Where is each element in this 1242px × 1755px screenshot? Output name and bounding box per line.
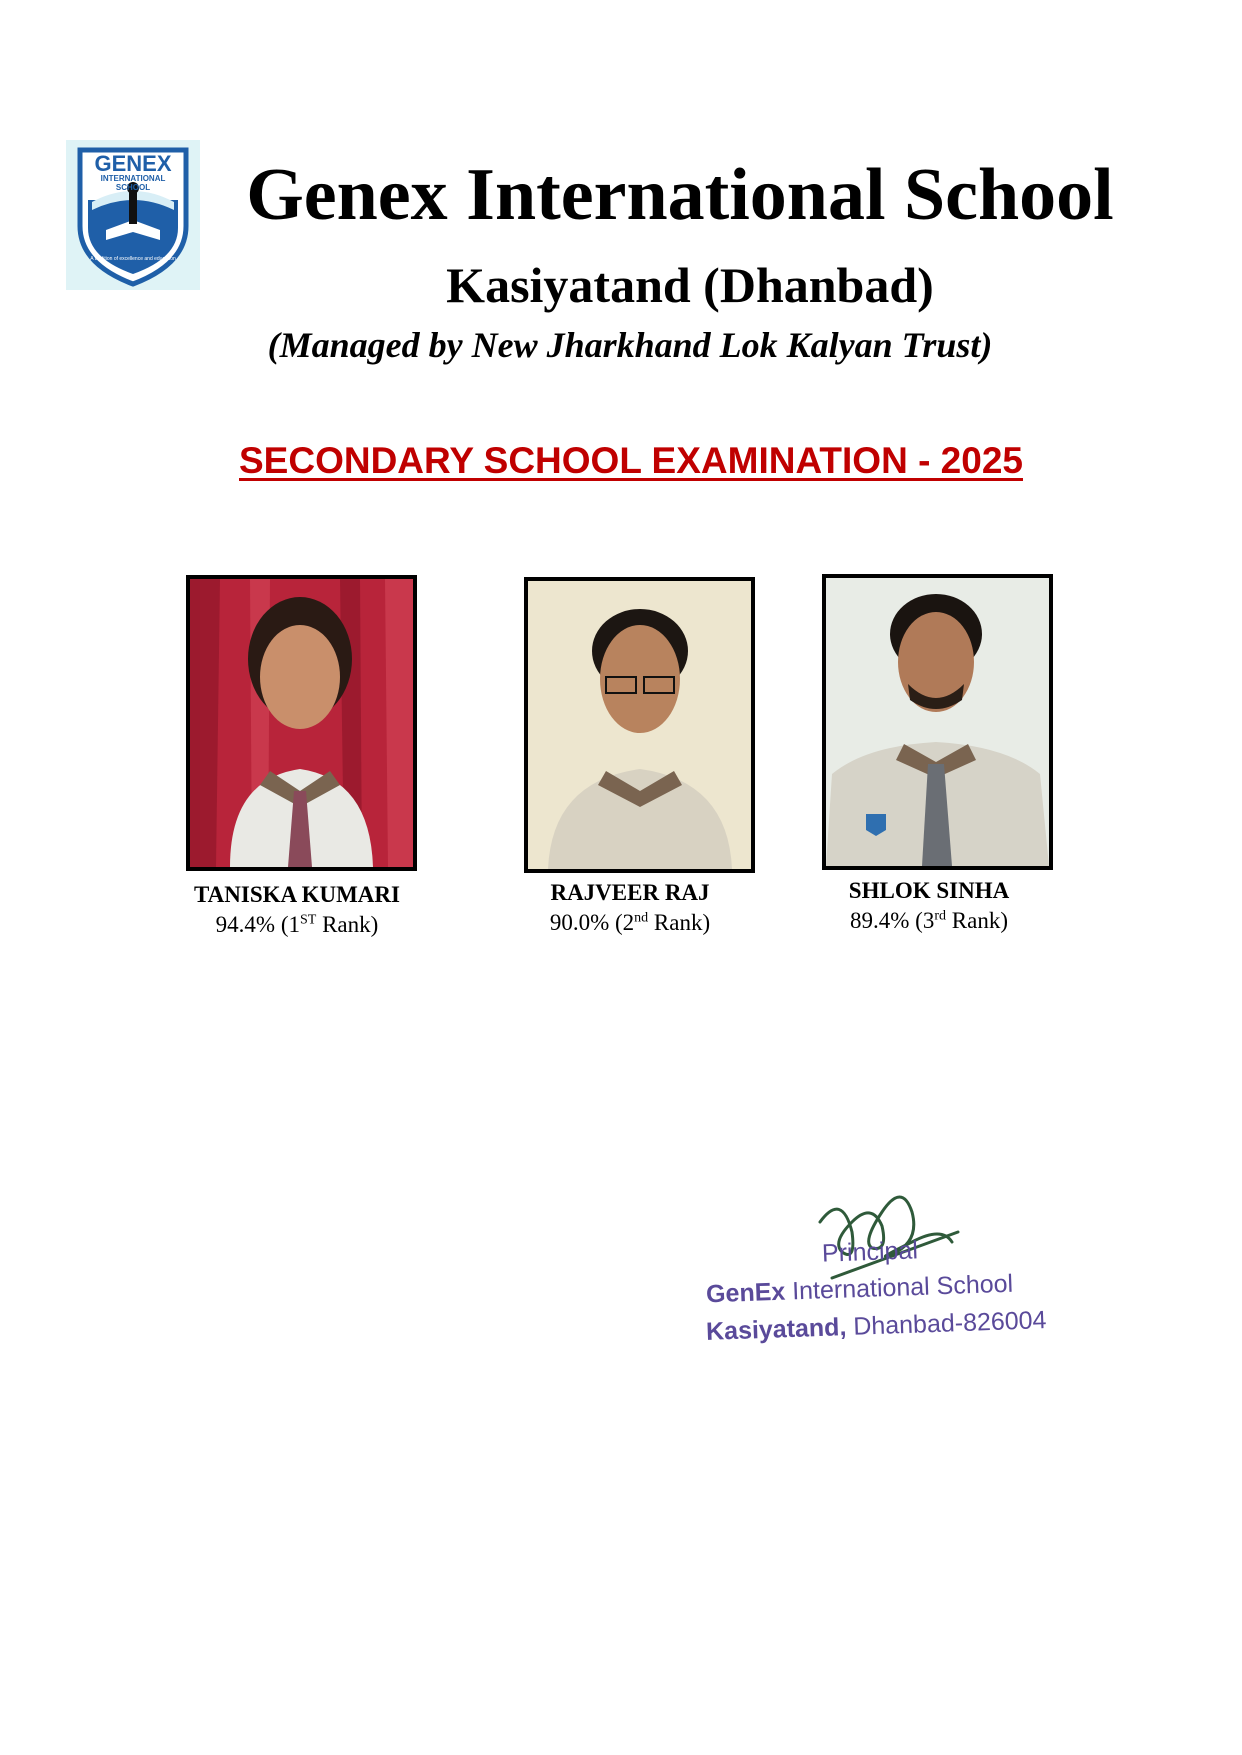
student-score: 89.4% (3rd Rank) <box>850 908 1008 933</box>
student-photo-2 <box>524 577 755 873</box>
student-score: 90.0% (2nd Rank) <box>549 910 711 935</box>
school-name: Genex International School <box>246 154 1114 236</box>
student-caption-3 <box>769 876 1089 936</box>
logo-text: GENEX <box>94 151 172 176</box>
student-score: 94.4% (1ST Rank) <box>215 912 379 937</box>
exam-title: SECONDARY SCHOOL EXAMINATION - 2025 <box>239 440 1023 481</box>
student-photo-3 <box>822 574 1053 870</box>
logo-subtext: INTERNATIONAL <box>100 174 166 183</box>
student-caption-1 <box>137 880 457 940</box>
school-location: Kasiyatand (Dhanbad) <box>446 257 934 313</box>
logo-motto: A tradition of excellence and education <box>90 256 176 262</box>
stamp-school: GenEx International School <box>705 1269 1014 1309</box>
trust-line: (Managed by New Jharkhand Lok Kalyan Trust) <box>267 325 993 365</box>
logo-subtext: SCHOOL <box>115 183 151 192</box>
student-name: RAJVEER RAJ <box>550 880 710 905</box>
stamp-title: Principal <box>821 1236 919 1268</box>
student-caption-2 <box>470 878 790 938</box>
student-photo-1 <box>186 575 417 871</box>
stamp-address: Kasiyatand, Dhanbad-826004 <box>705 1306 1047 1346</box>
student-name: TANISKA KUMARI <box>194 882 400 907</box>
student-name: SHLOK SINHA <box>848 878 1010 903</box>
